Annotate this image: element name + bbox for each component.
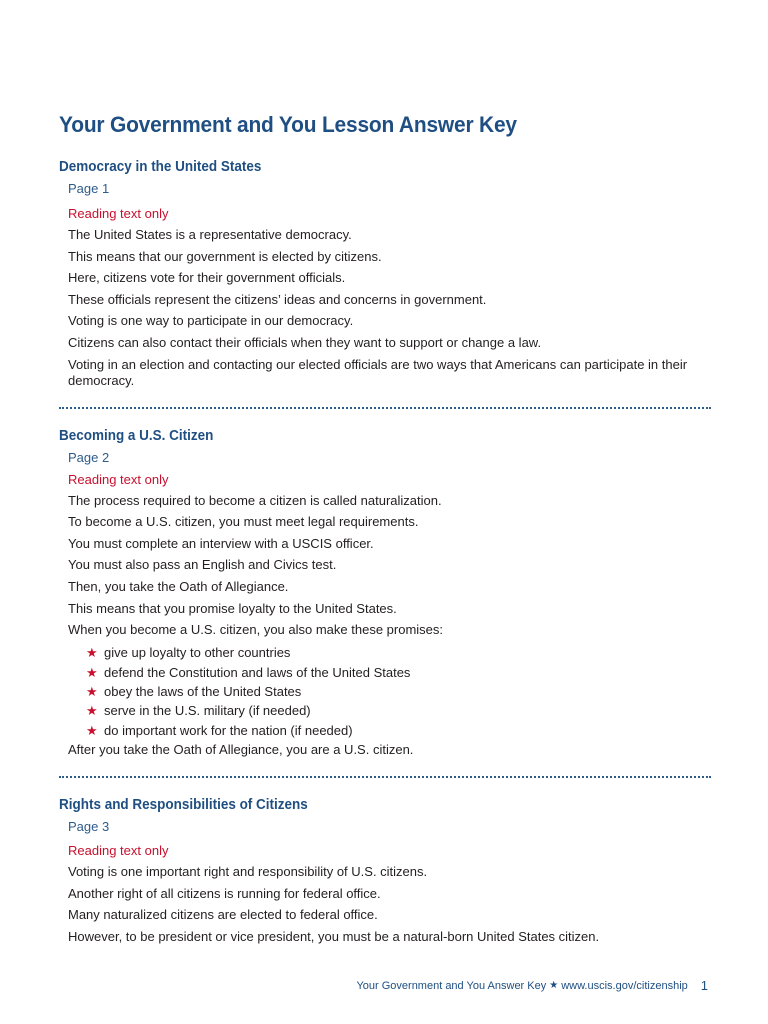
list-item — [86, 684, 711, 699]
list-item — [86, 703, 711, 718]
list-item-text: give up loyalty to other countries — [104, 645, 291, 661]
star-bullet-icon: ★ — [86, 683, 98, 699]
page-label: Page 1 — [68, 181, 110, 196]
promises-list — [68, 645, 711, 738]
text-line: These officials represent the citizens’ ideas and concerns in government. — [68, 291, 487, 307]
text-line: Voting in an election and contacting our elected officials are two ways that Americans can participate in their democracy. — [68, 356, 688, 388]
text-line: However, to be president or vice president, you must be a natural-born United States citizen. — [68, 928, 600, 944]
text-line: Then, you take the Oath of Allegiance. — [68, 578, 289, 594]
star-bullet-icon: ★ — [86, 664, 98, 680]
list-item — [86, 723, 711, 738]
text-line: The United States is a representative democracy. — [68, 227, 352, 242]
text-line: Citizens can also contact their officials when they want to support or change a law. — [68, 334, 542, 350]
dotted-divider — [59, 776, 711, 778]
list-item — [86, 665, 711, 680]
text-line: Here, citizens vote for their government officials. — [68, 270, 346, 286]
section-becoming-citizen — [59, 426, 711, 759]
footer-url[interactable]: www.uscis.gov/citizenship — [561, 979, 688, 992]
reading-note: Reading text only — [68, 471, 169, 487]
document-page — [59, 111, 711, 945]
text-line: To become a U.S. citizen, you must meet legal requirements. — [68, 514, 419, 530]
star-bullet-icon: ★ — [86, 703, 98, 719]
text-line: Voting is one important right and responsibility of U.S. citizens. — [68, 864, 428, 880]
text-line: You must also pass an English and Civics test. — [68, 557, 337, 573]
text-line: When you become a U.S. citizen, you also make these promises: — [68, 622, 444, 638]
list-item-text: obey the laws of the United States — [104, 683, 302, 699]
text-line: This means that our government is elected by citizens. — [68, 248, 382, 264]
text-line: The process required to become a citizen is called naturalization. — [68, 492, 442, 508]
section-rights-responsibilities — [59, 795, 711, 945]
section-heading: Becoming a U.S. Citizen — [59, 427, 214, 444]
page-label: Page 3 — [68, 819, 110, 835]
text-line: This means that you promise loyalty to the United States. — [68, 600, 397, 616]
page-label: Page 2 — [68, 449, 110, 465]
page-number: 1 — [700, 978, 708, 993]
list-item-text: defend the Constitution and laws of the United States — [104, 664, 411, 680]
list-item-text: do important work for the nation (if needed) — [104, 722, 353, 738]
section-democracy — [59, 157, 711, 389]
dotted-divider — [59, 407, 711, 409]
text-line: After you take the Oath of Allegiance, you are a U.S. citizen. — [68, 742, 414, 758]
text-line: Many naturalized citizens are elected to federal office. — [68, 907, 378, 923]
page-footer — [356, 978, 708, 993]
text-line: You must complete an interview with a USCIS officer. — [68, 535, 374, 551]
section-heading: Rights and Responsibilities of Citizens — [59, 797, 308, 814]
star-bullet-icon: ★ — [86, 722, 98, 738]
section-heading: Democracy in the United States — [59, 159, 262, 175]
document-title: Your Government and You Lesson Answer Key — [59, 112, 517, 137]
reading-note: Reading text only — [68, 206, 169, 221]
footer-text: Your Government and You Answer Key — [356, 979, 547, 992]
text-line: Voting is one way to participate in our democracy. — [68, 313, 354, 329]
list-item — [86, 645, 711, 660]
text-line: Another right of all citizens is running for federal office. — [68, 885, 381, 901]
reading-note: Reading text only — [68, 843, 169, 859]
star-bullet-icon: ★ — [86, 645, 98, 661]
list-item-text: serve in the U.S. military (if needed) — [104, 703, 311, 719]
star-separator-icon: ★ — [549, 980, 559, 991]
